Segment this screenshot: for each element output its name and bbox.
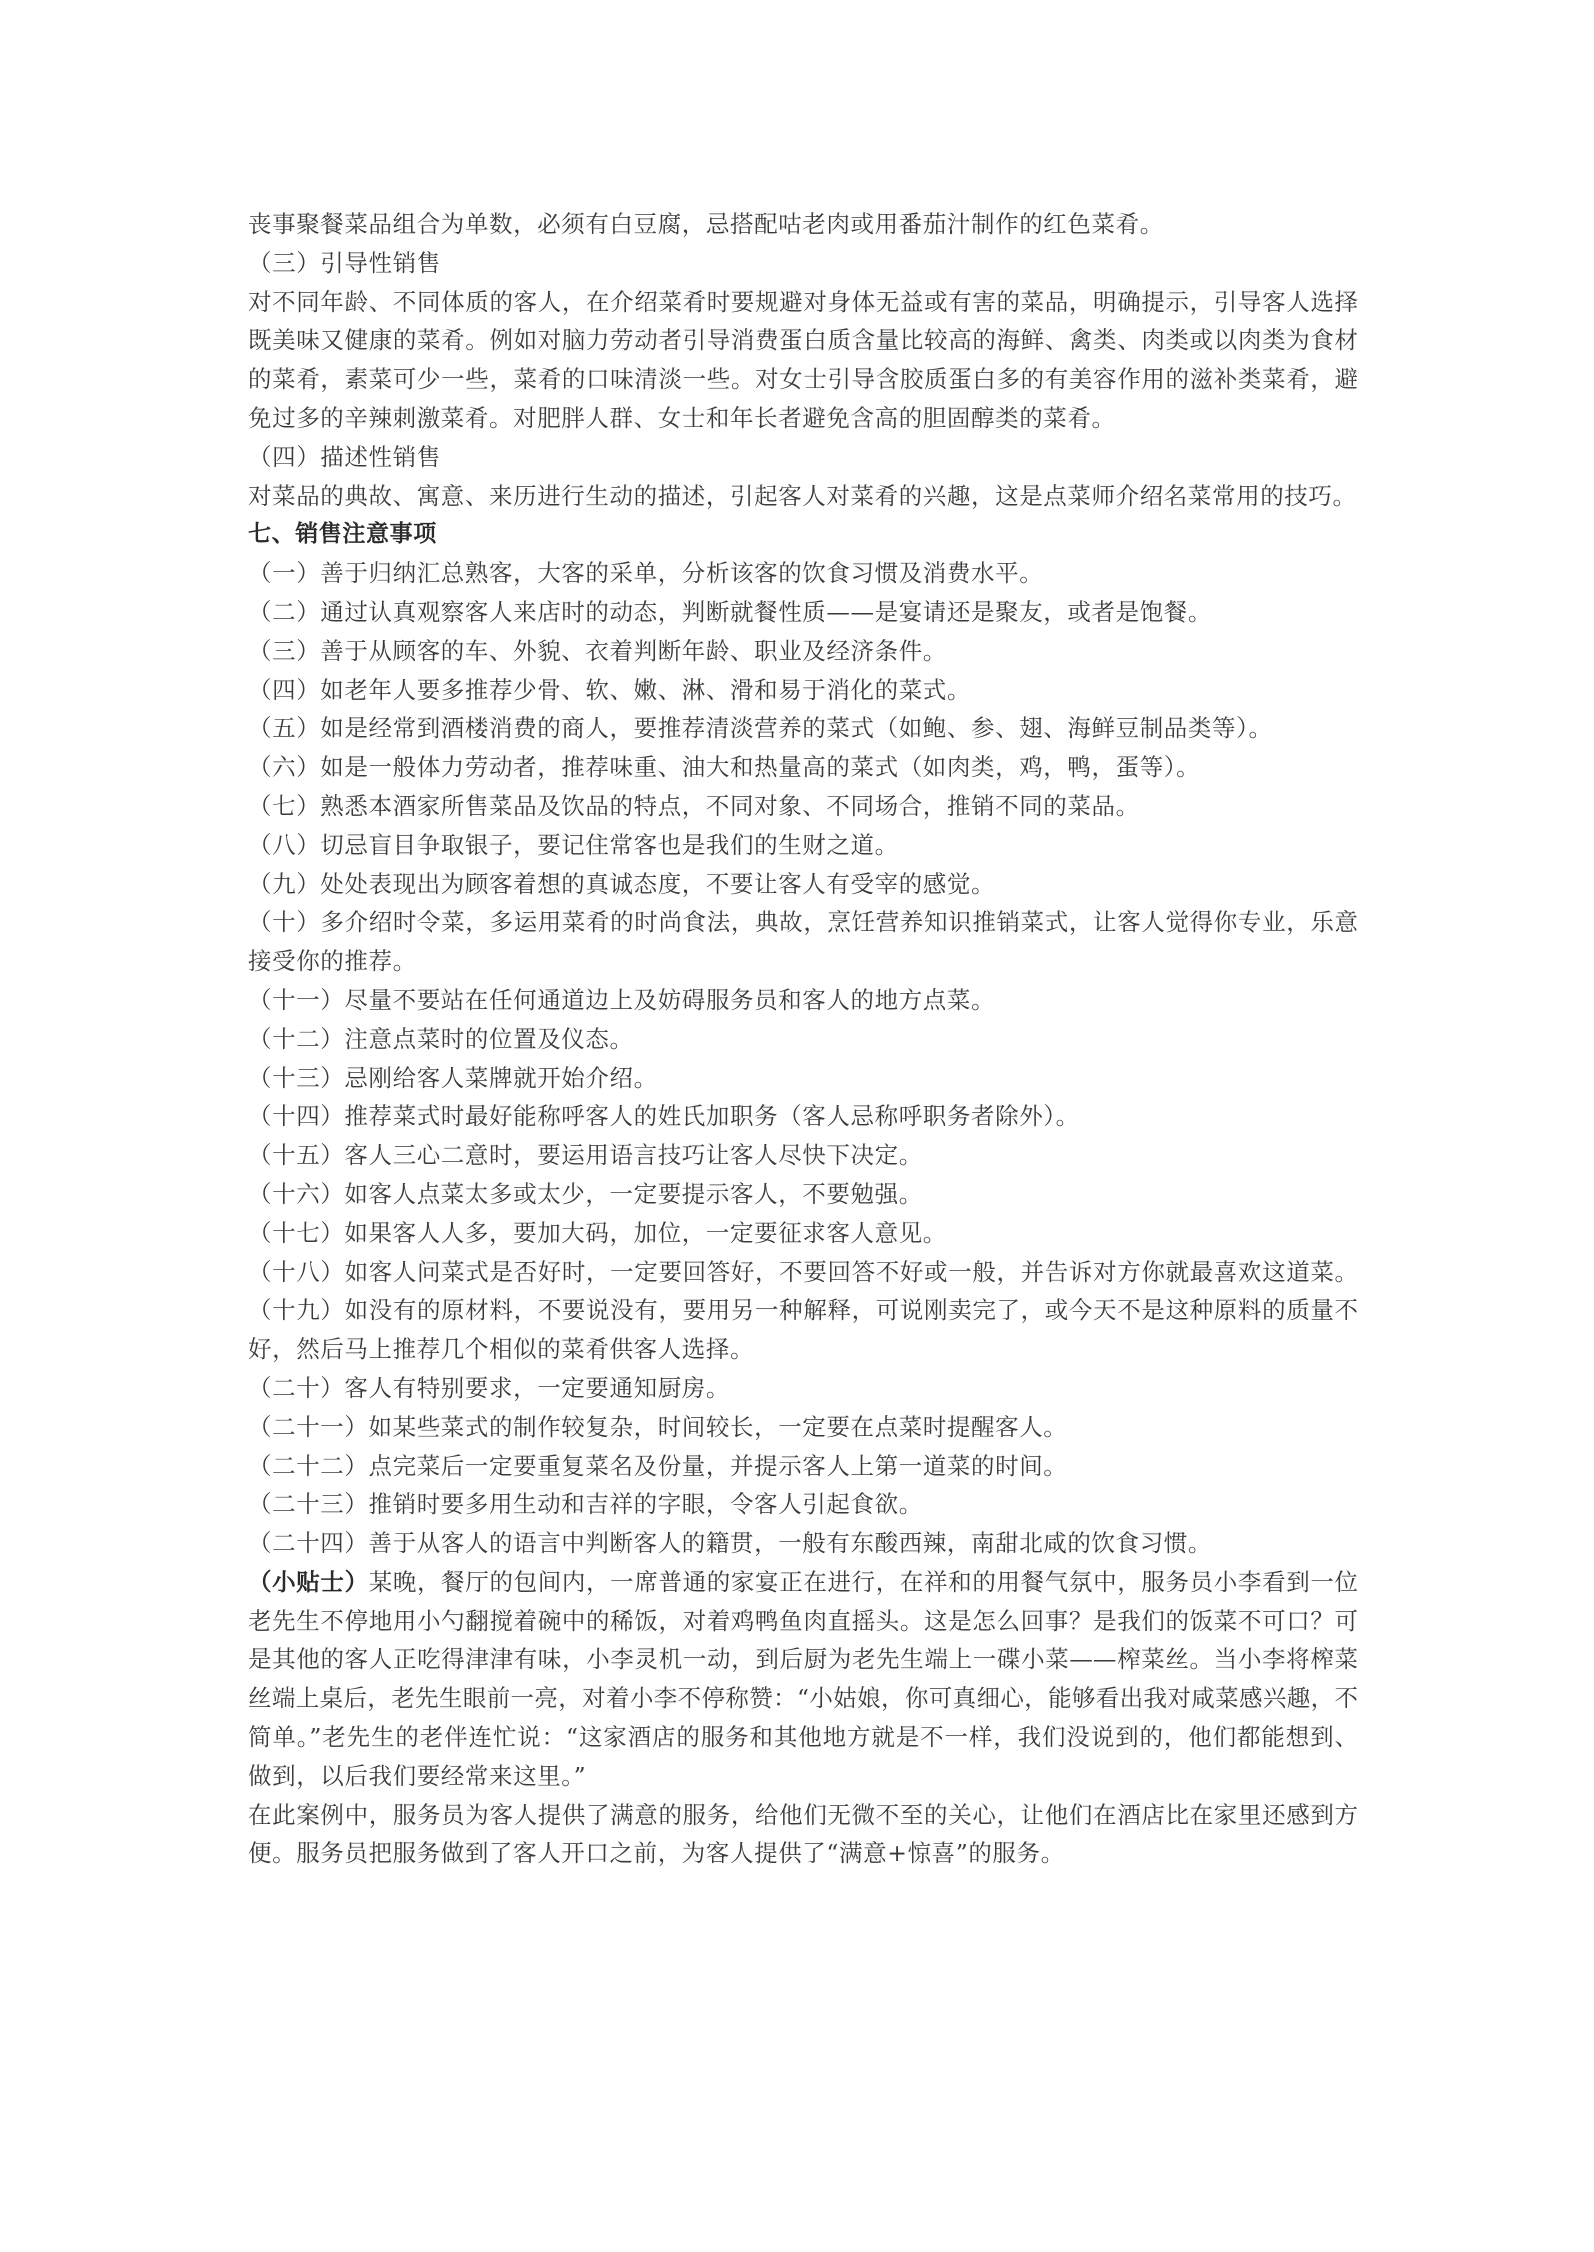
list-item: （十四）推荐菜式时最好能称呼客人的姓氏加职务（客人忌称呼职务者除外）。 xyxy=(248,1102,1080,1131)
conclusion-line: 在此案例中，服务员为客人提供了满意的服务，给他们无微不至的关心，让他们在酒店比在家里还感到方 xyxy=(248,1800,1358,1829)
list-item: （一）善于归纳汇总熟客，大客的采单，分析该客的饮食习惯及消费水平。 xyxy=(248,559,1044,588)
list-item: （二十四）善于从客人的语言中判断客人的籍贯，一般有东酸西辣，南甜北咸的饮食习惯。 xyxy=(248,1529,1212,1558)
text-line: 既美味又健康的菜肴。例如对脑力劳动者引导消费蛋白质含量比较高的海鲜、禽类、肉类或以肉类为食材 xyxy=(248,326,1358,355)
section-heading: 七、销售注意事项 xyxy=(248,521,437,548)
list-item: （十二）注意点菜时的位置及仪态。 xyxy=(248,1024,634,1053)
list-item: （十一）尽量不要站在任何通道边上及妨碍服务员和客人的地方点菜。 xyxy=(248,985,996,1014)
list-item: （十六）如客人点菜太多或太少，一定要提示客人，不要勉强。 xyxy=(248,1179,923,1208)
tip-line: 丝端上桌后，老先生眼前一亮，对着小李不停称赞：“小姑娘，你可真细心，能够看出我对咸菜感兴趣，不 xyxy=(248,1684,1358,1713)
tip-line: 做到，以后我们要经常来这里。” xyxy=(248,1761,587,1790)
tip-line: 老先生不停地用小勺翻搅着碗中的稀饭，对着鸡鸭鱼肉直摇头。这是怎么回事？是我们的饭菜不可口？可 xyxy=(248,1606,1358,1635)
tip-line: 简单。”老先生的老伴连忙说：“这家酒店的服务和其他地方就是不一样，我们没说到的，他们都能想到、 xyxy=(248,1723,1358,1752)
list-item: （十八）如客人问菜式是否好时，一定要回答好，不要回答不好或一般，并告诉对方你就最喜欢这道菜。 xyxy=(248,1257,1358,1286)
list-item: （十三）忌刚给客人菜牌就开始介绍。 xyxy=(248,1063,658,1092)
text-line: 对不同年龄、不同体质的客人，在介绍菜肴时要规避对身体无益或有害的菜品，明确提示，引导客人选择 xyxy=(248,287,1358,316)
text-line: 免过多的辛辣刺激菜肴。对肥胖人群、女士和年长者避免含高的胆固醇类的菜肴。 xyxy=(248,403,1116,432)
list-item: （二十二）点完菜后一定要重复菜名及份量，并提示客人上第一道菜的时间。 xyxy=(248,1451,1068,1480)
list-item: （八）切忌盲目争取银子，要记住常客也是我们的生财之道。 xyxy=(248,830,899,859)
section-subheading: （三）引导性销售 xyxy=(248,248,441,277)
list-item: （七）熟悉本酒家所售菜品及饮品的特点，不同对象、不同场合，推销不同的菜品。 xyxy=(248,791,1140,820)
list-item: （九）处处表现出为顾客着想的真诚态度，不要让客人有受宰的感觉。 xyxy=(248,869,996,898)
list-item: （十五）客人三心二意时，要运用语言技巧让客人尽快下决定。 xyxy=(248,1141,923,1170)
list-item: （二十一）如某些菜式的制作较复杂，时间较长，一定要在点菜时提醒客人。 xyxy=(248,1412,1068,1441)
list-item-continuation: 好，然后马上推荐几个相似的菜肴供客人选择。 xyxy=(248,1335,755,1364)
section-subheading: （四）描述性销售 xyxy=(248,442,441,471)
list-item: （二十）客人有特别要求，一定要通知厨房。 xyxy=(248,1373,730,1402)
text-line: 的菜肴，素菜可少一些，菜肴的口味清淡一些。对女士引导含胶质蛋白多的有美容作用的滋补类菜肴，避 xyxy=(248,365,1358,394)
document-body xyxy=(248,205,1358,1873)
list-item: （二十三）推销时要多用生动和吉祥的字眼，令客人引起食欲。 xyxy=(248,1490,923,1519)
tip-first-line xyxy=(248,1563,1358,1602)
tip-text: 某晚，餐厅的包间内，一席普通的家宴正在进行，在祥和的用餐气氛中，服务员小李看到一位 xyxy=(368,1567,1359,1596)
list-item: （十）多介绍时令菜，多运用菜肴的时尚食法，典故，烹饪营养知识推销菜式，让客人觉得你专业，乐意 xyxy=(248,908,1358,937)
text-line: 对菜品的典故、寓意、来历进行生动的描述，引起客人对菜肴的兴趣，这是点菜师介绍名菜常用的技巧。 xyxy=(248,481,1357,510)
text-line: 丧事聚餐菜品组合为单数，必须有白豆腐，忌搭配咕老肉或用番茄汁制作的红色菜肴。 xyxy=(248,210,1164,238)
list-item: （五）如是经常到酒楼消费的商人，要推荐清淡营养的菜式（如鲍、参、翅、海鲜豆制品类等）。 xyxy=(248,714,1273,743)
list-item: （六）如是一般体力劳动者，推荐味重、油大和热量高的菜式（如肉类，鸡，鸭，蛋等）。 xyxy=(248,753,1201,782)
list-item-continuation: 接受你的推荐。 xyxy=(248,947,417,976)
tip-line: 是其他的客人正吃得津津有味，小李灵机一动，到后厨为老先生端上一碟小菜——榨菜丝。当小李将榨菜 xyxy=(248,1645,1358,1674)
list-item: （三）善于从顾客的车、外貌、衣着判断年龄、职业及经济条件。 xyxy=(248,636,947,665)
tip-label: （小贴士） xyxy=(248,1567,369,1596)
list-item: （十九）如没有的原材料，不要说没有，要用另一种解释，可说刚卖完了，或今天不是这种原料的质量不 xyxy=(248,1296,1358,1325)
conclusion-line: 便。服务员把服务做到了客人开口之前，为客人提供了“满意+惊喜”的服务。 xyxy=(248,1839,1065,1868)
list-item: （四）如老年人要多推荐少骨、软、嫩、淋、滑和易于消化的菜式。 xyxy=(248,675,971,704)
list-item: （二）通过认真观察客人来店时的动态，判断就餐性质——是宴请还是聚友，或者是饱餐。 xyxy=(248,597,1212,626)
list-item: （十七）如果客人人多，要加大码，加位，一定要征求客人意见。 xyxy=(248,1218,947,1247)
